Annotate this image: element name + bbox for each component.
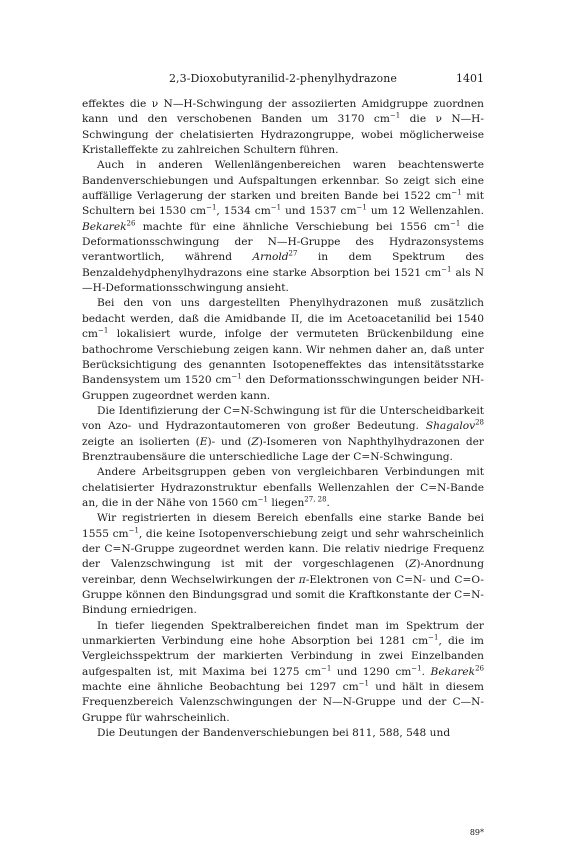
running-header [82, 72, 484, 88]
text-run: )-Anordnung vereinbar, denn Wechselwirkungen der [82, 558, 484, 586]
text-run: . [421, 665, 431, 678]
text-run: )- und ( [207, 435, 252, 448]
italic-text: π [298, 573, 306, 586]
text-run: die Deformationsschwingung der N—H-Gruppe des Hydrazonsystems verantwortlich, während [82, 220, 484, 264]
superscript: −1 [441, 265, 452, 274]
running-title: 2,3-Dioxobutyranilid-2-phenylhydrazone [168, 72, 398, 85]
superscript: −1 [389, 111, 401, 120]
text-run: den Deformationsschwingungen beider NH-Gruppen zugeordnet werden kann. [82, 374, 485, 402]
italic-text: Arnold [252, 251, 289, 264]
superscript: −1 [97, 326, 109, 335]
text-run: Die Deutungen der Bandenverschiebungen bei 811, 588, 548 und [97, 727, 451, 740]
article-body [82, 97, 484, 741]
superscript: −1 [411, 664, 422, 673]
text-run: um 12 Wellenzahlen. [366, 205, 485, 218]
text-run: , die keine Isotopenverschiebung zeigt und sehr wahrscheinlich der C=N-Gruppe zugeordnet werden kann. Die relativ niedrige Frequenz der Valenzschwingung ist mit der vorgeschlagenen ( [82, 527, 484, 571]
superscript: −1 [451, 188, 462, 197]
text-run: die ν N—H-Schwingung der chelatisierten Hydrazongruppe, wobei möglicherweise Kristalleffekte zu zahlreichen Schultern führen. [82, 113, 484, 157]
page-number: 1401 [456, 72, 484, 85]
text-run: und 1290 cm [331, 665, 412, 678]
italic-text: Shagalov [425, 420, 476, 433]
superscript: 27, 28 [304, 495, 327, 504]
text-run: und hält in diesem Frequenzbereich Valenzschwingungen der N—N-Gruppe und der C—N-Gruppe für wahrscheinlich. [82, 681, 484, 724]
text-run: lokalisiert wurde, infolge der vermuteten Brückenbildung eine bathochrome Verschiebung zeigen kann. Wir nehmen daher an, daß unter Berücksichtigung des genannten Isotopeneffektes das intensitätsstarke Bandensystem um 1520 cm [82, 328, 484, 387]
superscript: −1 [257, 495, 268, 504]
superscript: 28 [475, 418, 484, 427]
signature-mark: 89* [469, 828, 484, 837]
superscript: −1 [128, 526, 139, 535]
paragraph [82, 97, 484, 158]
text-run: Andere Arbeitsgruppen geben von vergleichbaren Verbindungen mit chelatisierter Hydrazonstruktur ebenfalls Wellenzahlen der C=N-Bande an, die in der Nähe von 1560 cm [82, 466, 484, 509]
paragraph [82, 619, 484, 726]
paragraph [82, 158, 484, 296]
paragraph [82, 726, 484, 741]
superscript: −1 [358, 679, 369, 688]
italic-text: Bekarek [82, 220, 127, 233]
superscript: 26 [475, 664, 484, 673]
text-run: als N—H-Deformationsschwingung ansieht. [82, 266, 485, 295]
text-run: . [326, 496, 330, 509]
text-run: Auch in anderen Wellenlängenbereichen waren beachtenswerte Bandenverschiebungen und Aufspaltungen erkennbar. So zeigt sich eine auffällige Verlagerung der starken und breiten Bande bei 1522 cm [82, 159, 484, 203]
text-run: liegen [267, 496, 305, 509]
superscript: 26 [126, 219, 136, 228]
text-run: machte für eine ähnliche Verschiebung bei 1556 cm [135, 220, 450, 233]
text-run: Wir registrierten in diesem Bereich ebenfalls eine starke Bande bei 1555 cm [82, 512, 484, 540]
superscript: −1 [449, 219, 461, 228]
paragraph [82, 296, 484, 403]
text-run: Die Identifizierung der C=N-Schwingung ist für die Unterscheidbarkeit von Azo- und Hydrazontautomeren von großer Bedeutung. [82, 404, 484, 433]
text-run: in dem Spektrum des Benzaldehydphenylhydrazons eine starke Absorption bei 1521 cm [82, 251, 484, 279]
superscript: −1 [321, 664, 332, 673]
text-run: und 1537 cm [281, 205, 357, 218]
superscript: −1 [356, 203, 367, 212]
italic-text: Z [251, 435, 259, 448]
text-run: -Elektronen von C=N- und C=O-Gruppe können den Bindungsgrad und somit die Kraftkonstante der C=N-Bindung erniedrigen. [82, 573, 484, 617]
superscript: −1 [270, 203, 282, 212]
italic-text: Bekarek [430, 665, 476, 678]
text-run: , die im Vergleichsspektrum der markierten Verbindung in zwei Einzelbanden aufgespalten ist, mit Maxima bei 1275 cm [82, 635, 484, 678]
text-run: effektes die ν N—H-Schwingung der assoziierten Amidgruppe zuordnen kann und den verschobenen Banden um 3170 cm [82, 98, 484, 126]
italic-text: E [199, 435, 208, 448]
text-run: Bei den von uns dargestellten Phenylhydrazonen muß zusätzlich bedacht werden, daß die Amidbande II, die im Acetoacetanilid bei 1540 cm [82, 297, 484, 341]
superscript: −1 [428, 633, 439, 642]
paragraph [82, 465, 484, 511]
text-run: mit Schultern bei 1530 cm [82, 190, 484, 218]
text-run: In tiefer liegenden Spektralbereichen findet man im Spektrum der unmarkierten Verbindung eine hohe Absorption bei 1281 cm [82, 619, 484, 648]
superscript: −1 [206, 203, 217, 212]
superscript: 27 [288, 249, 298, 258]
text-run: machte eine ähnliche Beobachtung bei 1297 cm [82, 681, 359, 694]
paragraph [82, 511, 484, 618]
text-run: )-Isomeren von Naphthylhydrazonen der Brenztraubensäure die unterschiedliche Lage der C=N-Schwingung. [82, 435, 484, 463]
superscript: −1 [231, 372, 242, 381]
italic-text: Z [408, 558, 417, 571]
text-run: zeigte an isolierten ( [82, 435, 200, 448]
paragraph [82, 404, 484, 465]
text-run: , 1534 cm [216, 205, 271, 218]
